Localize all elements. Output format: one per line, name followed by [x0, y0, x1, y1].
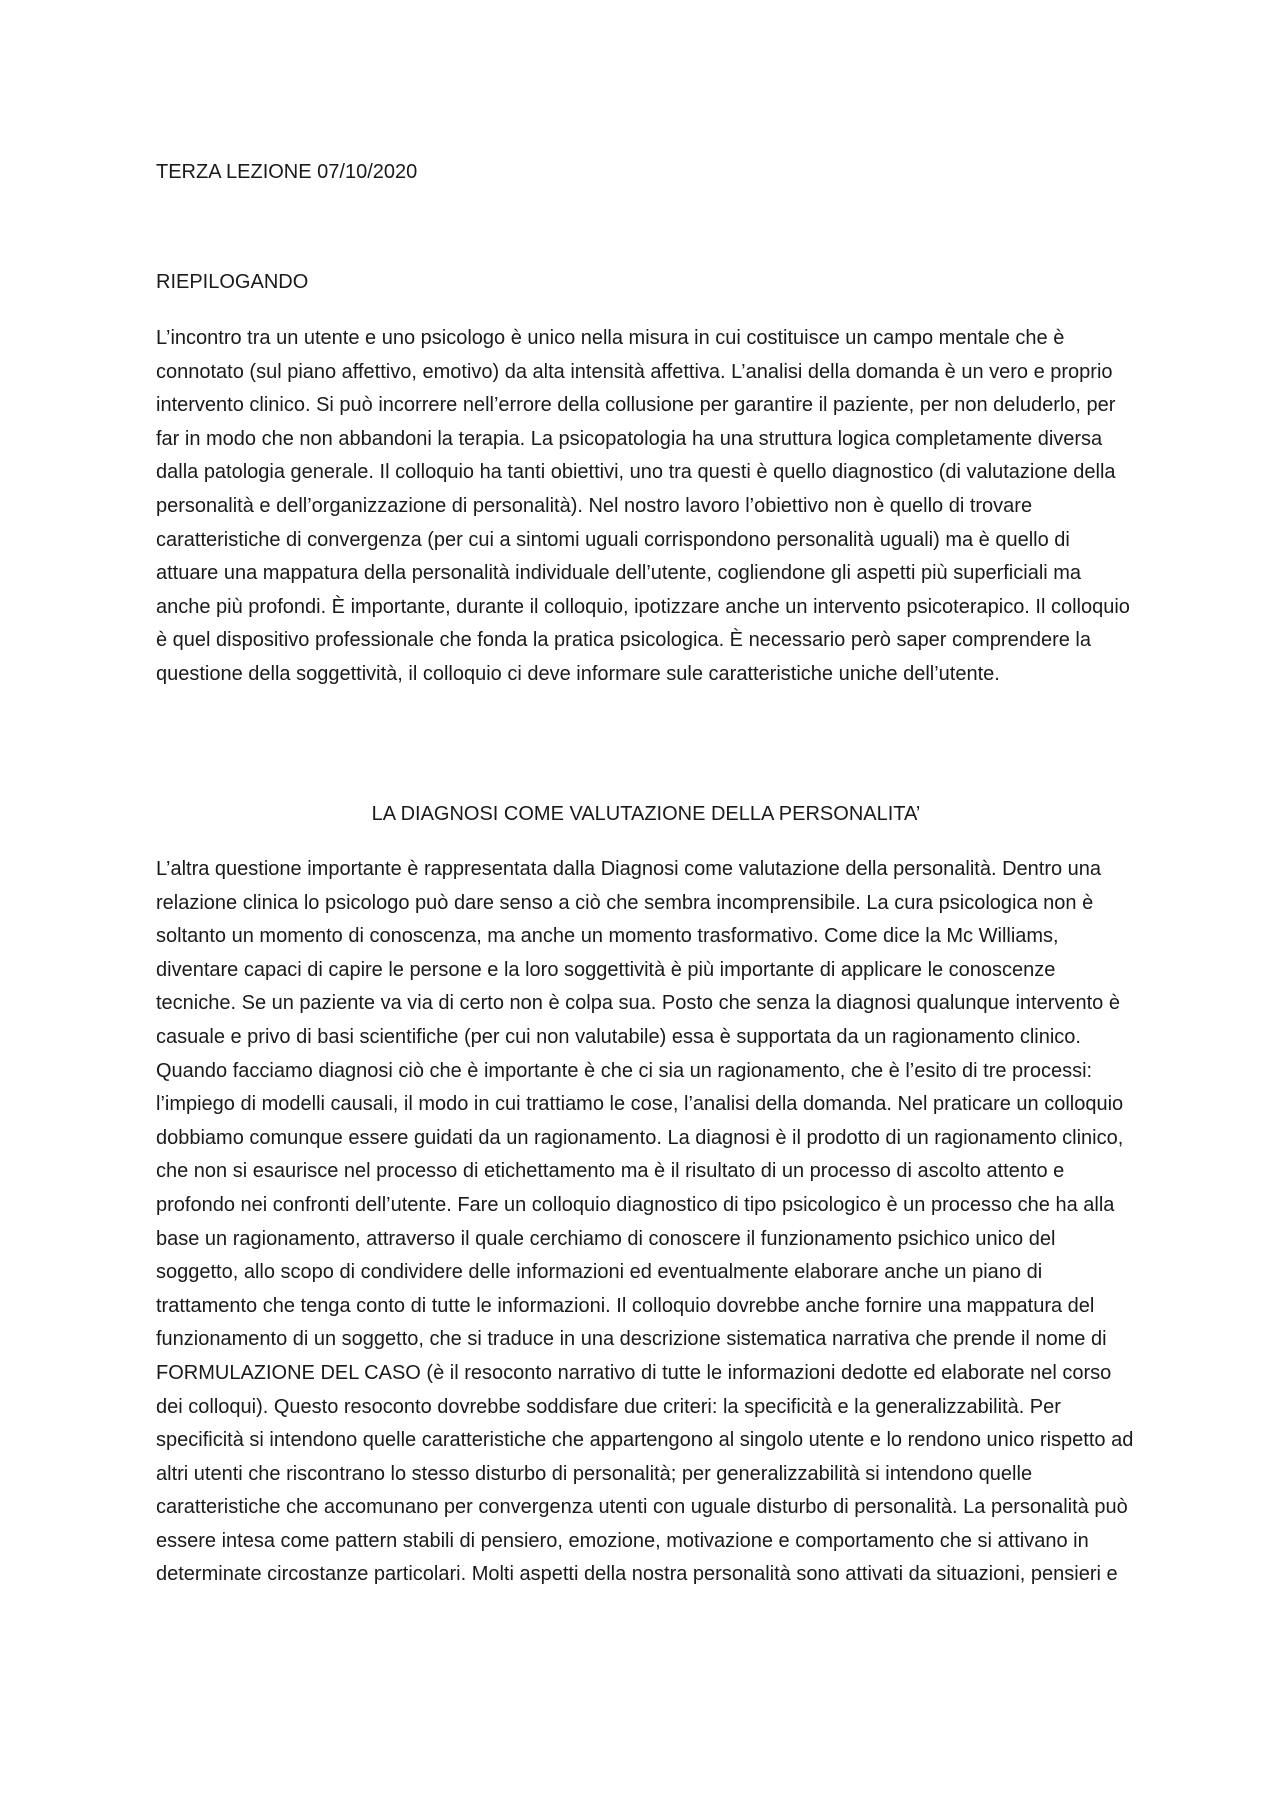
section-heading: LA DIAGNOSI COME VALUTAZIONE DELLA PERSONALITA’ [371, 803, 921, 825]
recap-heading: RIEPILOGANDO [156, 271, 309, 293]
document-title: TERZA LEZIONE 07/10/2020 [156, 161, 418, 183]
diagnosis-paragraph: L’altra questione importante è rappresentata dalla Diagnosi come valutazione della personalità. Dentro una relazione clinica lo psicologo può dare senso a ciò che sembra incomprensibile. La cura psicologica non è soltanto un momento di conoscenza, ma anche un momento trasformativo. Come dice la Mc Williams, diventare capaci di capire le persone e la loro soggettività è più importante di applicare le conoscenze tecniche. Se un paziente va via di certo non è colpa sua. Posto che senza la diagnosi qualunque intervento è casuale e privo di basi scientifiche (per cui non valutabile) essa è supportata da un ragionamento clinico. Quando facciamo diagnosi ciò che è importante è che ci sia un ragionamento, che è l’esito di tre processi: l’impiego di modelli causali, il modo in cui trattiamo le cose, l’analisi della domanda. Nel praticare un colloquio dobbiamo comunque essere guidati da un ragionamento. La diagnosi è il prodotto di un ragionamento clinico, che non si esaurisce nel processo di etichettamento ma è il risultato di un processo di ascolto attento e profondo nei confronti dell’utente. Fare un colloquio diagnostico di tipo psicologico è un processo che ha alla base un ragionamento, attraverso il quale cerchiamo di conoscere il funzionamento psichico unico del soggetto, allo scopo di condividere delle informazioni ed eventualmente elaborare anche un piano di trattamento che tenga conto di tutte le informazioni. Il colloquio dovrebbe anche fornire una mappatura del funzionamento di un soggetto, che si traduce in una descrizione sistematica narrativa che prende il nome di FORMULAZIONE DEL CASO (è il resoconto narrativo di tutte le informazioni dedotte ed elaborate nel corso dei colloqui). Questo resoconto dovrebbe soddisfare due criteri: la specificità e la generalizzabilità. Per specificità si intendono quelle caratteristiche che appartengono al singolo utente e lo rendono unico rispetto ad altri utenti che riscontrano lo stesso disturbo di personalità; per generalizzabilità si intendono quelle caratteristiche che accomunano per convergenza utenti con uguale disturbo di personalità. La personalità può essere intesa come pattern stabili di pensiero, emozione, motivazione e comportamento che si attivano in determinate circostanze particolari. Molti aspetti della nostra personalità sono attivati da situazioni, pensieri e [156, 858, 1134, 1586]
document-page [156, 0, 1136, 1811]
recap-paragraph: L’incontro tra un utente e uno psicologo è unico nella misura in cui costituisce un campo mentale che è connotato (sul piano affettivo, emotivo) da alta intensità affettiva. L’analisi della domanda è un vero e proprio intervento clinico. Si può incorrere nell’errore della collusione per garantire il paziente, per non deluderlo, per far in modo che non abbandoni la terapia. La psicopatologia ha una struttura logica completamente diversa dalla patologia generale. Il colloquio ha tanti obiettivi, uno tra questi è quello diagnostico (di valutazione della personalità e dell’organizzazione di personalità). Nel nostro lavoro l’obiettivo non è quello di trovare caratteristiche di convergenza (per cui a sintomi uguali corrispondono personalità uguali) ma è quello di attuare una mappatura della personalità individuale dell’utente, cogliendone gli aspetti più superficiali ma anche più profondi. È importante, durante il colloquio, ipotizzare anche un intervento psicoterapico. Il colloquio è quel dispositivo professionale che fonda la pratica psicologica. È necessario però saper comprendere la questione della soggettività, il colloquio ci deve informare sule caratteristiche uniche dell’utente. [156, 327, 1130, 685]
